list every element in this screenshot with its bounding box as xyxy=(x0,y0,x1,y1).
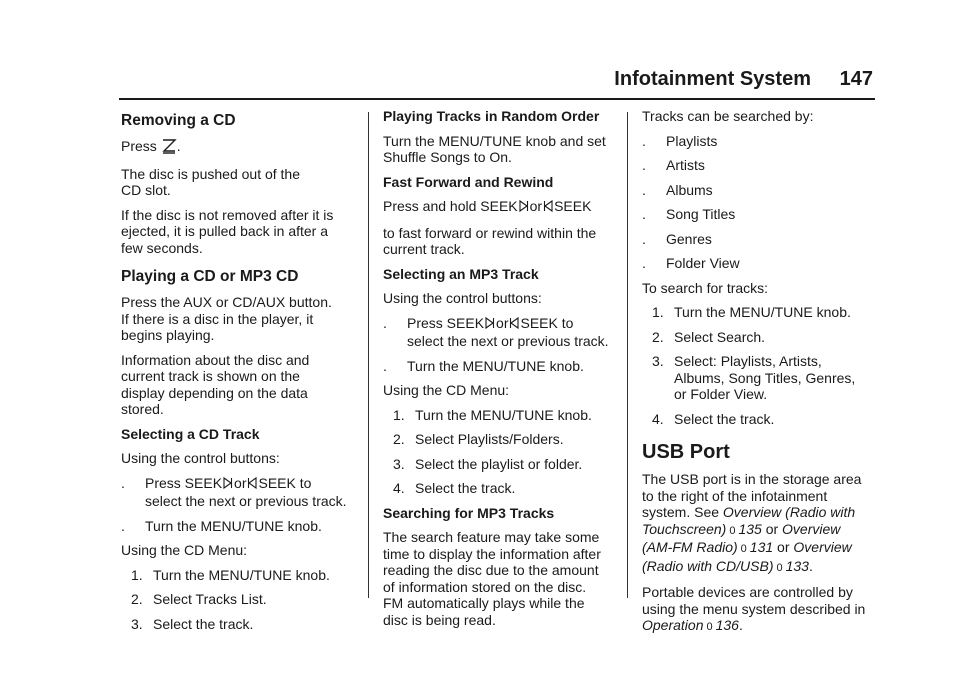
press-eject-line: Press . xyxy=(121,138,357,158)
usb-text: The USB port is in the storage area to the right of the infotainment system. See Overview (Radio with Touchscreen) 0 135 or Overview (AM-FM Radio) 0 131 or Overview (Radio with CD/USB) 0 133. xyxy=(642,471,878,576)
random-order-heading: Playing Tracks in Random Order xyxy=(383,108,600,124)
disc-pushed-text: The disc is pushed out of the CD slot. xyxy=(121,165,300,198)
column-1 xyxy=(121,108,357,640)
list-item: 1. Turn the MENU/TUNE knob. xyxy=(131,566,330,583)
list-item: 4. Select the track. xyxy=(652,410,775,427)
xref-link[interactable]: (Radio with CD/USB) xyxy=(642,557,774,574)
seek-down-icon xyxy=(519,199,529,217)
using-cd-menu-text: Using the CD Menu: xyxy=(121,542,248,558)
xref-icon: 0 xyxy=(706,621,713,633)
page-header xyxy=(119,68,875,98)
xref-icon: 0 xyxy=(729,524,736,537)
fast-forward-text: Press and hold SEEK or SEEK xyxy=(383,198,619,217)
info-text: Information about the disc and current track is shown on the display depending on the data stored. xyxy=(121,351,310,417)
aux-text: Press the AUX or CD/AUX button. If there is a disc in the player, it begins playing. xyxy=(121,294,332,343)
list-item: . Genres xyxy=(642,230,712,247)
list-item: 2. Select Search. xyxy=(652,328,766,345)
seek-up-icon xyxy=(543,199,553,217)
column-divider-2 xyxy=(627,112,628,598)
column-2 xyxy=(383,108,619,636)
header-rule xyxy=(119,98,875,100)
list-item: 3. Select the track. xyxy=(131,615,254,632)
list-item: . Playlists xyxy=(642,132,718,149)
list-item: 3. Select the playlist or folder. xyxy=(393,455,583,472)
list-item: . Artists xyxy=(642,157,705,173)
selecting-cd-track-heading: Selecting a CD Track xyxy=(121,425,260,442)
list-item: 1. Turn the MENU/TUNE knob. xyxy=(393,406,592,423)
list-item: . Folder View xyxy=(642,255,740,271)
seek-up-icon xyxy=(247,476,257,494)
usb-port-heading: USB Port xyxy=(642,441,730,463)
to-search-text: To search for tracks: xyxy=(642,279,769,296)
using-controls-text: Using the control buttons: xyxy=(121,450,280,466)
fast-forward-heading: Fast Forward and Rewind xyxy=(383,173,554,190)
xref-link[interactable]: Overview xyxy=(782,520,841,537)
xref-link[interactable]: Touchscreen) xyxy=(642,520,727,537)
searching-mp3-heading: Searching for MP3 Tracks xyxy=(383,504,555,521)
selecting-mp3-heading: Selecting an MP3 Track xyxy=(383,265,539,282)
eject-icon xyxy=(161,139,177,158)
seek-down-icon xyxy=(223,476,233,494)
xref-link[interactable]: Overview (Radio with xyxy=(722,504,856,520)
using-cd-menu-text: Using the CD Menu: xyxy=(383,382,510,398)
playing-cd-heading: Playing a CD or MP3 CD xyxy=(121,268,299,285)
list-item: . Press SEEK or SEEK to select the next or previous track. xyxy=(383,314,609,349)
list-item: . Turn the MENU/TUNE knob. xyxy=(383,357,584,374)
fast-forward-desc: to fast forward or rewind within the current track. xyxy=(383,224,597,257)
list-item: 2. Select Playlists/Folders. xyxy=(393,431,564,447)
list-item: 3. Select: Playlists, Artists, Albums, Song Titles, Genres, or Folder View. xyxy=(652,353,856,402)
using-controls-text: Using the control buttons: xyxy=(383,290,542,306)
list-item: 1. Turn the MENU/TUNE knob. xyxy=(652,304,851,320)
xref-page[interactable]: 131 xyxy=(749,539,774,555)
list-item: . Albums xyxy=(642,181,713,198)
disc-not-removed-text: If the disc is not removed after it is ejected, it is pulled back in after a few seconds. xyxy=(121,206,334,256)
xref-icon: 0 xyxy=(740,543,747,555)
column-divider-1 xyxy=(368,112,369,598)
xref-icon: 0 xyxy=(776,561,783,574)
page-number: 147 xyxy=(839,68,873,90)
list-item: . Turn the MENU/TUNE knob. xyxy=(121,517,322,534)
column-3 xyxy=(642,108,878,644)
list-item: . Press SEEK or SEEK to select the next or previous track. xyxy=(121,474,347,509)
list-item: 2. Select Tracks List. xyxy=(131,591,267,607)
seek-down-icon xyxy=(485,316,495,334)
seek-up-icon xyxy=(509,316,519,334)
list-item: 4. Select the track. xyxy=(393,480,516,496)
search-text: The search feature may take some time to display the information after reading the disc due to the amount of information stored on the disc. FM automatically plays while the disc is being read. xyxy=(383,529,601,628)
xref-page[interactable]: 135 xyxy=(738,520,762,537)
xref-link[interactable]: Operation xyxy=(642,617,704,633)
removing-cd-heading: Removing a CD xyxy=(121,112,236,129)
searched-by-text: Tracks can be searched by: xyxy=(642,108,814,124)
header-title: Infotainment System xyxy=(614,68,811,90)
list-item: . Song Titles xyxy=(642,206,736,222)
portable-text: Portable devices are controlled by using the menu system described in Operation 0 136. xyxy=(642,584,878,636)
xref-page[interactable]: 133 xyxy=(785,557,809,574)
random-text: Turn the MENU/TUNE knob and set Shuffle Songs to On. xyxy=(383,132,606,165)
xref-link[interactable]: (AM-FM Radio) xyxy=(642,539,738,555)
xref-link[interactable]: Overview xyxy=(793,539,852,555)
xref-page[interactable]: 136 xyxy=(715,617,739,633)
